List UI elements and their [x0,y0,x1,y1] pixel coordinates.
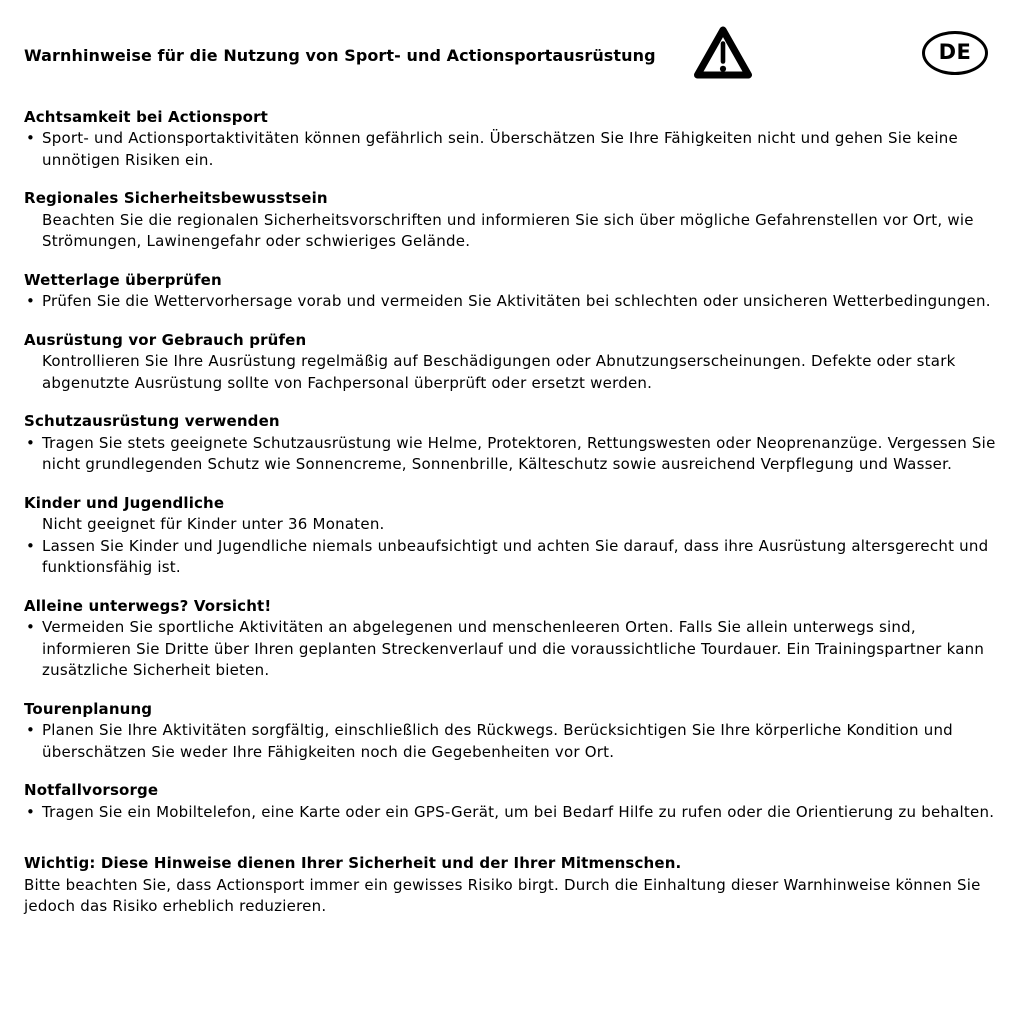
section-heading: Tourenplanung [24,699,153,718]
bullet-item [24,291,1000,313]
item-text: Lassen Sie Kinder und Jugendliche niemals unbeaufsichtigt und achten Sie darauf, dass ihre Ausrüstung altersgerecht und funktionsfähig ist. [42,536,989,576]
warning-triangle-icon [693,24,753,82]
item-text: Tragen Sie stets geeignete Schutzausrüstung wie Helme, Protektoren, Rettungswesten oder Neoprenanzüge. Vergessen Sie nicht grundlegenden Schutz wie Sonnencreme, Sonnenbrille, Kälteschutz sowie ausreichend Verpflegung und Wasser. [42,433,996,473]
footer-text: Bitte beachten Sie, dass Actionsport immer ein gewisses Risiko birgt. Durch die Einhaltung dieser Warnhinweise können Sie jedoch das Risiko erheblich reduzieren. [24,875,981,915]
bullet-marker: • [26,802,36,821]
section-heading: Notfallvorsorge [24,781,159,799]
section-heading: Achtsamkeit bei Actionsport [24,107,268,126]
bullet-marker: • [26,618,36,636]
item-text: Nicht geeignet für Kinder unter 36 Monaten. [42,515,385,533]
bullet-marker: • [26,536,36,555]
item-text: Sport- und Actionsportaktivitäten können gefährlich sein. Überschätzen Sie Ihre Fähigkeiten nicht und gehen Sie keine unnötigen Risiken ein. [42,129,958,169]
warning-section [24,188,1000,253]
item-text: Planen Sie Ihre Aktivitäten sorgfältig, einschließlich des Rückwegs. Berücksichtigen Sie Ihre körperliche Kondition und überschätzen Sie weder Ihre Fähigkeiten noch die Gegebenheiten vor Ort. [42,721,953,761]
warning-section [24,493,1000,579]
bullet-item [24,802,1000,824]
bullet-marker: • [26,292,36,310]
bullet-marker: • [26,129,36,147]
warnings-list [24,107,1000,824]
bullet-item [24,720,1000,763]
plain-item [24,210,1000,253]
warning-section [24,411,1000,476]
plain-item [24,351,1000,394]
item-text: Vermeiden Sie sportliche Aktivitäten an abgelegenen und menschenleeren Orten. Falls Sie allein unterwegs sind, informieren Sie Dritte über Ihren geplanten Streckenverlauf und die voraussichtliche Tourdauer. Ein Trainingspartner kann zusätzliche Sicherheit bieten. [42,618,985,679]
section-heading: Alleine unterwegs? Vorsicht! [24,596,272,615]
section-heading: Schutzausrüstung verwenden [24,412,280,430]
bullet-item [24,536,1000,579]
bullet-marker: • [26,433,36,452]
item-text: Kontrollieren Sie Ihre Ausrüstung regelmäßig auf Beschädigungen oder Abnutzungserscheinungen. Defekte oder stark abgenutzte Ausrüstung sollte von Fachpersonal überprüft oder ersetzt werden. [42,352,956,392]
item-text: Prüfen Sie die Wettervorhersage vorab und vermeiden Sie Aktivitäten bei schlechten oder unsicheren Wetterbedingungen. [42,292,991,310]
section-heading: Kinder und Jugendliche [24,493,225,512]
warning-section [24,270,1000,313]
bullet-item [24,617,1000,682]
section-heading: Wetterlage überprüfen [24,270,222,289]
warning-section [24,780,1000,823]
section-heading: Regionales Sicherheitsbewusstsein [24,189,328,207]
footer-note [24,853,1000,918]
bullet-item [24,128,1000,171]
bullet-marker: • [26,721,36,739]
footer-heading: Wichtig: Diese Hinweise dienen Ihrer Sicherheit und der Ihrer Mitmenschen. [24,854,682,872]
item-text: Tragen Sie ein Mobiltelefon, eine Karte oder ein GPS-Gerät, um bei Bedarf Hilfe zu rufen oder die Orientierung zu behalten. [42,802,995,821]
warning-section [24,107,1000,172]
bullet-item [24,433,1000,476]
item-text: Beachten Sie die regionalen Sicherheitsvorschriften und informieren Sie sich über mögliche Gefahrenstellen vor Ort, wie Strömungen, Lawinengefahr oder schwieriges Gelände. [42,210,974,250]
plain-item [24,514,1000,536]
warning-section [24,330,1000,395]
section-heading: Ausrüstung vor Gebrauch prüfen [24,330,307,349]
language-badge-label: DE [938,40,972,65]
document-header [24,40,1000,67]
warning-section [24,699,1000,764]
warning-section [24,596,1000,682]
page-title: Warnhinweise für die Nutzung von Sport- und Actionsportausrüstung [24,46,656,65]
language-badge [922,31,988,75]
